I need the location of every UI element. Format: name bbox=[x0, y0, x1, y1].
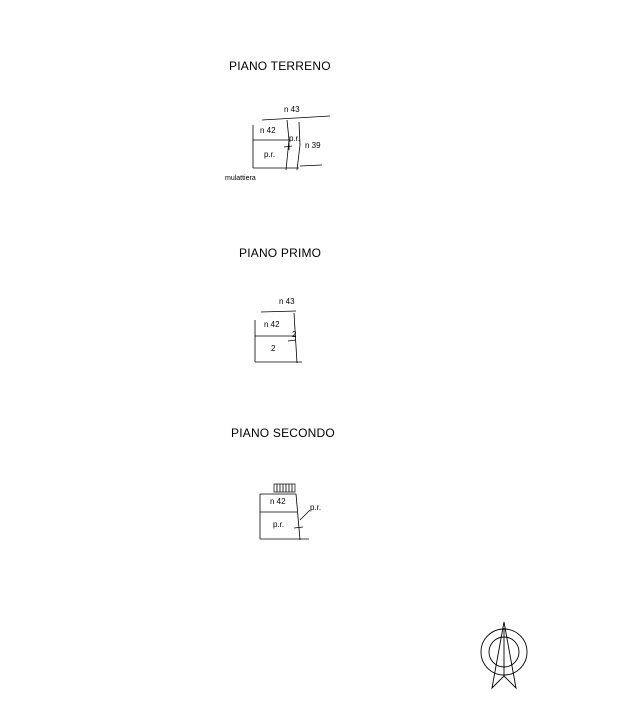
label-neighbor-right: n 39 bbox=[305, 141, 321, 150]
plan-second-floor bbox=[260, 484, 310, 540]
label-room: p.r. bbox=[273, 520, 285, 529]
label-room: 2 bbox=[271, 344, 276, 353]
plan-ground-floor bbox=[253, 116, 330, 170]
wall-right bbox=[294, 313, 297, 363]
label-street: mulattiera bbox=[225, 175, 256, 182]
plan-first-floor bbox=[255, 311, 302, 363]
label-unit: n 42 bbox=[260, 126, 276, 135]
wall-stair-left bbox=[286, 120, 289, 170]
floor-title-ground: PIANO TERRENO bbox=[229, 59, 331, 73]
label-stair: 2 bbox=[292, 330, 297, 339]
floor-title-first: PIANO PRIMO bbox=[239, 246, 322, 260]
floor-title-second: PIANO SECONDO bbox=[231, 426, 335, 440]
wall-right bbox=[296, 494, 300, 540]
label-unit: n 42 bbox=[264, 320, 280, 329]
label-stair: p.r. bbox=[310, 503, 322, 512]
label-neighbor-top: n 43 bbox=[279, 297, 295, 306]
label-stair: p.r. bbox=[289, 134, 301, 143]
label-unit: n 42 bbox=[270, 497, 286, 506]
north-arrow-icon bbox=[474, 618, 536, 692]
label-neighbor-top: n 43 bbox=[284, 105, 300, 114]
label-room: p.r. bbox=[264, 150, 276, 159]
wall-stair-right bbox=[297, 122, 300, 170]
